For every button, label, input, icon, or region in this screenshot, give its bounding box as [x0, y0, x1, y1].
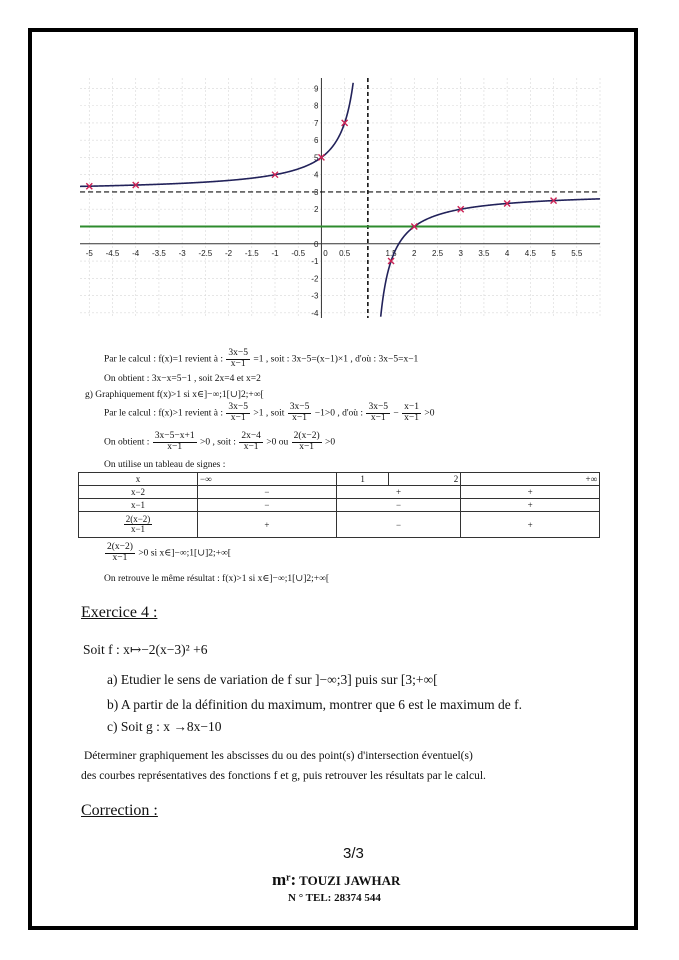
- x-tick-label: 5: [551, 248, 556, 258]
- x-tick-label: 3: [458, 248, 463, 258]
- telephone: N ° TEL: 28374 544: [288, 892, 381, 904]
- curve-left-branch: [80, 83, 353, 187]
- x-tick-label: -1.5: [244, 248, 259, 258]
- sign-table-header: x −∞ 1 2 +∞: [79, 473, 600, 486]
- y-tick-label: 9: [313, 84, 319, 94]
- calc-line-2: On obtient : 3x−x=5−1 , soit 2x=4 et x=2: [104, 374, 261, 384]
- sign-table: [78, 472, 600, 538]
- y-tick-label: 2: [313, 205, 319, 215]
- conclusion-line: On retrouve le même résultat : f(x)>1 si x∈]−∞;1[∪]2;+∞[: [104, 574, 330, 584]
- y-tick-label: -1: [311, 257, 319, 267]
- y-tick-label: 0: [313, 239, 319, 249]
- calc-line-5: On obtient : $\frac{3x-5-x+1}{x-1}$ >0 , soit : $\frac{2x-4}{x-1}$ >0 ou $\frac{2(x-2)}{x-1}$ >0: [104, 431, 336, 452]
- x-tick-label: 0.5: [339, 248, 351, 258]
- x-tick-label: -4: [132, 248, 140, 258]
- sign-row-quotient: $\frac{2(x-2)}{x-1}$ + − +: [79, 512, 600, 538]
- x-tick-label: -3: [178, 248, 186, 258]
- x-tick-label: -0.5: [291, 248, 306, 258]
- y-tick-label: 8: [313, 101, 319, 111]
- y-tick-label: 4: [313, 170, 319, 180]
- x-tick-label: 4: [504, 248, 510, 258]
- y-tick-label: -4: [311, 308, 319, 318]
- x-tick-label: 0: [323, 248, 328, 258]
- exercise-title: Exercice 4 :: [81, 604, 158, 621]
- x-tick-label: -3.5: [152, 248, 166, 258]
- y-tick-label: -2: [311, 274, 319, 284]
- x-tick-label: -4.5: [105, 248, 120, 258]
- x-tick-label: 1.5: [385, 248, 397, 258]
- sign-row-x-minus-2: x−2 − + +: [79, 486, 600, 499]
- y-tick-label: 5: [313, 153, 319, 163]
- x-tick-label: 4.5: [524, 248, 536, 258]
- question-b: b) A partir de la définition du maximum, montrer que 6 est le maximum de f.: [107, 697, 523, 712]
- calc-line-3: g) Graphiquement f(x)>1 si x∈]−∞;1[∪]2;+∞[: [85, 390, 264, 400]
- curve-right-branch: [381, 199, 600, 317]
- after-table-result: $\frac{2(x-2)}{x-1}$ >0 si x∈]−∞;1[∪]2;+∞[: [107, 542, 231, 563]
- author-line: mʳ: TOUZI JAWHAR: [272, 870, 401, 889]
- x-tick-label: 5.5: [571, 248, 583, 258]
- y-tick-label: 6: [313, 136, 319, 146]
- calc-line-6: On utilise un tableau de signes :: [104, 460, 226, 470]
- calc-line-1: Par le calcul : f(x)=1 revient à : $\frac{3x-5}{x-1}$ =1 , soit : 3x−5=(x−1)×1 , d'où : 3x−5=x−1: [104, 348, 419, 369]
- x-tick-label: -1: [271, 248, 279, 258]
- task-line-2: des courbes représentatives des fonctions f et g, puis retrouver les résultats par le calcul.: [81, 770, 486, 782]
- correction-title: Correction :: [81, 802, 158, 819]
- x-tick-label: 2.5: [431, 248, 444, 258]
- task-line-1: Déterminer graphiquement les abscisses du ou des point(s) d'intersection éventuel(s): [84, 750, 473, 762]
- y-tick-label: 7: [313, 118, 319, 128]
- question-c: c) Soit g : x →8x−10: [107, 719, 222, 734]
- sign-row-x-minus-1: x−1 − − +: [79, 499, 600, 512]
- calc-line-4: Par le calcul : f(x)>1 revient à : $\frac{3x-5}{x-1}$ >1 , soit $\frac{3x-5}{x-1}$ −1>0 , d'où : $\frac{3x-5}{x-1}$ − $\frac{x-1}{x-1}$ >0: [104, 402, 435, 423]
- x-tick-label: -2.5: [198, 248, 213, 258]
- x-tick-label: -5: [85, 248, 93, 258]
- x-tick-label: -2: [225, 248, 233, 258]
- y-tick-label: 3: [313, 187, 319, 197]
- x-tick-label: 2: [412, 248, 417, 258]
- x-tick-label: 3.5: [478, 248, 490, 258]
- question-a: a) Etudier le sens de variation de f sur ]−∞;3] puis sur [3;+∞[: [107, 672, 438, 687]
- function-definition: Soit f : x↦−2(x−3)² +6: [83, 642, 208, 657]
- page-number: 3/3: [343, 845, 364, 862]
- y-tick-label: -3: [311, 291, 319, 301]
